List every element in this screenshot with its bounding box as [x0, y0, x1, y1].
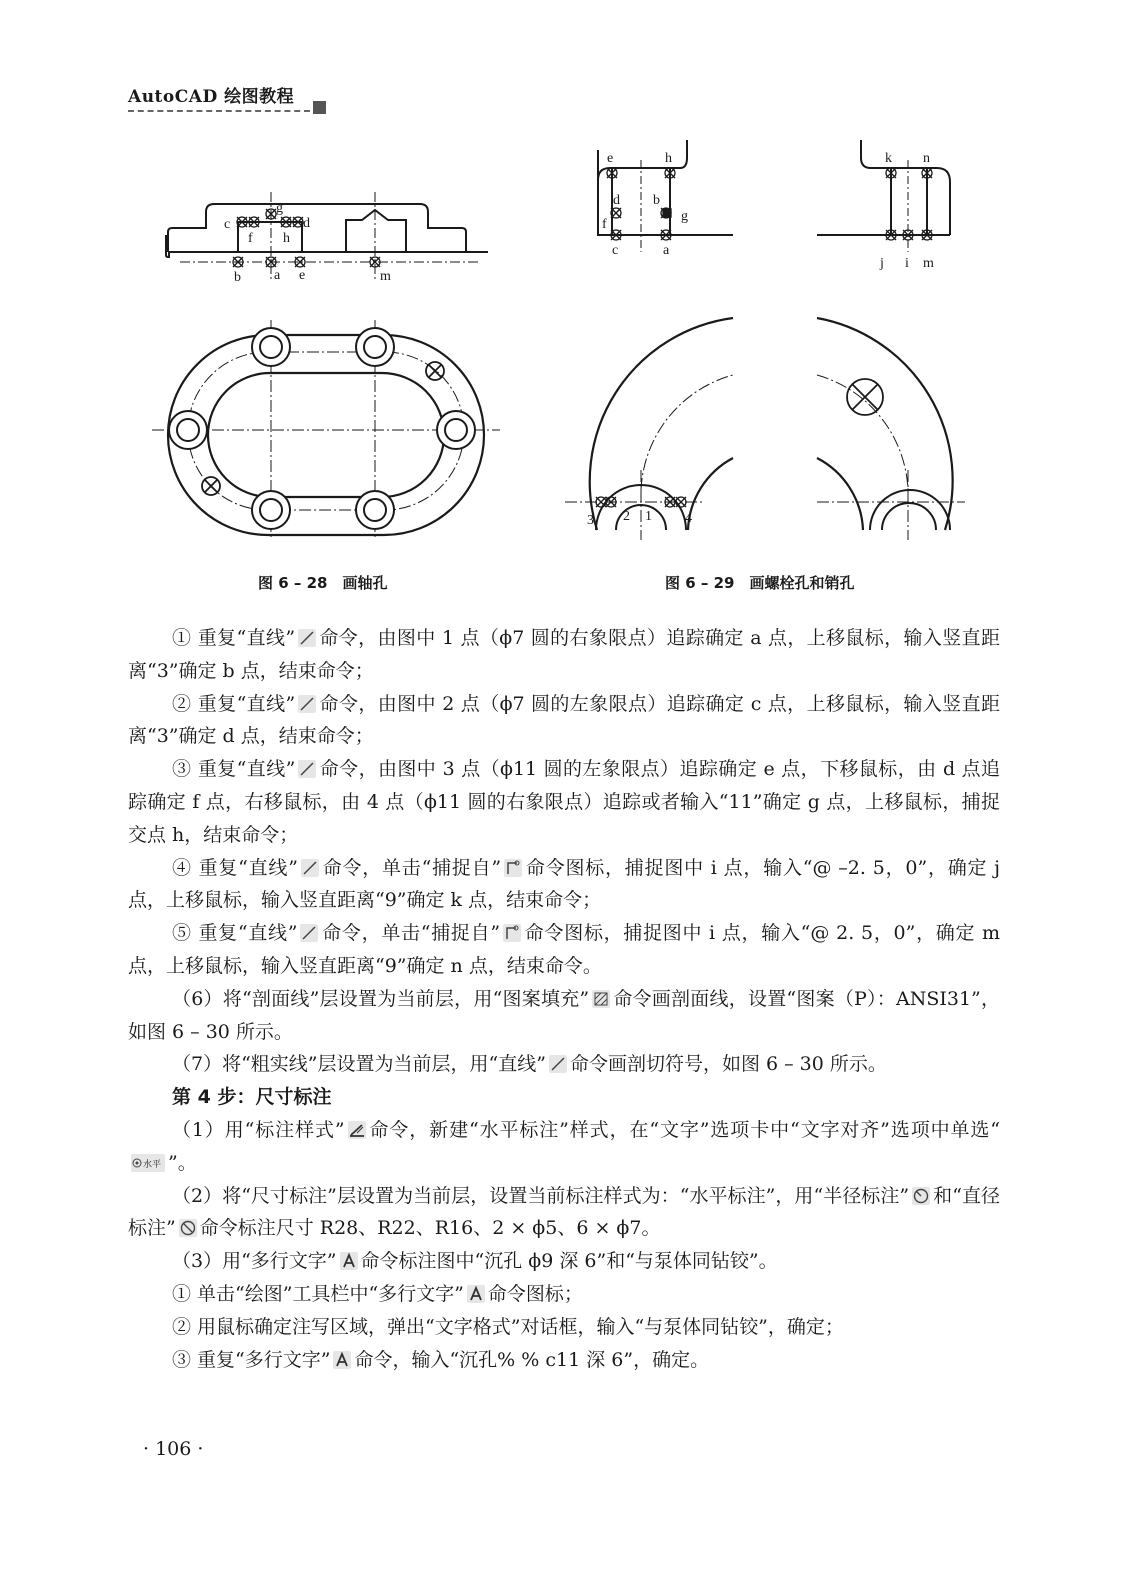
label-m2: m: [923, 256, 934, 271]
label-f: f: [248, 231, 253, 246]
line-icon: [301, 859, 319, 877]
label-g: g: [276, 201, 283, 216]
top-view: [168, 335, 484, 535]
svg-text:水平: 水平: [143, 1158, 162, 1169]
front-view: [166, 204, 488, 257]
paragraph-dim-3: （3）用“多行文字” 命令标注图中“沉孔 ϕ9 深 6”和“与泵体同钻铰”。: [172, 1250, 778, 1273]
snap-from-icon: [504, 859, 522, 877]
label-k: k: [885, 151, 892, 166]
paragraph-mtext-2: ② 用鼠标确定注写区域，弹出“文字格式”对话框，输入“与泵体同钻铰”，确定；: [172, 1315, 844, 1338]
figure-6-28-caption: 图 6 – 28 画轴孔: [258, 574, 388, 592]
bolt-holes: [169, 328, 475, 529]
label-1: 1: [645, 509, 652, 524]
label-d: d: [303, 216, 310, 231]
pin-hole-29: [847, 379, 883, 415]
header-square: [313, 101, 326, 114]
dim-style-icon: [348, 1121, 366, 1139]
label-f2: f: [602, 217, 607, 232]
header-rule: [128, 110, 310, 112]
point-labels-628: [224, 201, 391, 285]
label-h: h: [283, 231, 290, 246]
mtext-icon: [340, 1252, 358, 1270]
label-c: c: [224, 217, 231, 232]
line-icon: [549, 1055, 567, 1073]
body-text: [128, 622, 1000, 1376]
label-2: 2: [623, 509, 630, 524]
snap-from-icon: [503, 924, 521, 942]
paragraph-mtext-1: ① 单击“绘图”工具栏中“多行文字” 命令图标；: [172, 1282, 583, 1305]
label-g2: g: [681, 209, 688, 224]
paragraph-step-4: ④ 重复“直线” 命令，单击“捕捉自” 命令图标，捕捉图中 i 点，输入“@ –2. 5，0”，确定 j 点，上移鼠标，输入竖直距离“9”确定 k 点，结束命令；: [128, 856, 1000, 912]
point-labels-bottom: [587, 509, 692, 528]
label-b: b: [234, 270, 241, 285]
label-a: a: [274, 268, 281, 283]
label-c2: c: [612, 243, 619, 258]
figure-6-29-caption: 图 6 – 29 画螺栓孔和销孔: [665, 574, 855, 592]
running-header: AutoCAD 绘图教程: [128, 87, 295, 107]
paragraph-step-2: ② 重复“直线” 命令，由图中 2 点（ϕ7 圆的左象限点）追踪确定 c 点，上移鼠标，输入竖直距离“3”确定 d 点，结束命令；: [128, 692, 1001, 748]
label-4: 4: [685, 511, 692, 526]
mtext-icon: [333, 1351, 351, 1369]
paragraph-step-5: ⑤ 重复“直线” 命令，单击“捕捉自” 命令图标，捕捉图中 i 点，输入“@ 2. 5，0”，确定 m 点，上移鼠标，输入竖直距离“9”确定 n 点，结束命令。: [128, 922, 1000, 977]
detail-right: [817, 140, 950, 235]
line-icon: [298, 760, 316, 778]
label-3: 3: [587, 513, 594, 528]
label-m: m: [380, 269, 391, 284]
paragraph-7: （7）将“粗实线”层设置为当前层，用“直线” 命令画剖切符号，如图 6 – 30 所示。: [172, 1053, 887, 1076]
label-i: i: [905, 256, 909, 271]
label-b2: b: [653, 193, 660, 208]
paragraph-dim-2: （2）将“尺寸标注”层设置为当前层，设置当前标注样式为：“水平标注”，用“半径标注” 和“直径标注” 命令标注尺寸 R28、R22、R16、2 × ϕ5、6 × ϕ7。: [128, 1184, 1000, 1240]
front-centerlines: [180, 192, 480, 282]
label-h2: h: [665, 151, 672, 166]
paragraph-dim-1: （1）用“标注样式” 命令，新建“水平标注”样式，在“文字”选项卡中“文字对齐”选项中单选“ 水平 ”。: [128, 1114, 1000, 1180]
diameter-dim-icon: [179, 1219, 197, 1237]
paragraph-6: （6）将“剖面线”层设置为当前层，用“图案填充” 命令画剖面线，设置“图案（P）：ANSI31”，如图 6 – 30 所示。: [128, 987, 1000, 1043]
label-n: n: [923, 151, 930, 166]
step-4-heading: 第 4 步：尺寸标注: [172, 1086, 332, 1109]
page-number: · 106 ·: [143, 1438, 204, 1460]
label-a2: a: [663, 243, 670, 258]
line-icon: [300, 924, 318, 942]
snap-markers-right: [886, 168, 932, 240]
label-d2: d: [613, 193, 620, 208]
figure-6-28: [150, 140, 490, 540]
label-j: j: [880, 256, 884, 271]
paragraph-step-3: ③ 重复“直线” 命令，由图中 3 点（ϕ11 圆的左象限点）追踪确定 e 点，下移鼠标，由 d 点追踪确定 f 点，右移鼠标，由 4 点（ϕ11 圆的右象限点）追踪或者输入“11”确定 g 点，上移鼠标，捕捉交点 h，结束命令；: [128, 758, 1001, 846]
line-icon: [298, 695, 316, 713]
figure-6-29: [565, 140, 965, 540]
radius-dim-icon: [912, 1187, 930, 1205]
radio-horizontal-icon: [131, 1154, 165, 1172]
label-e2: e: [607, 151, 614, 166]
line-icon: [298, 629, 316, 647]
paragraph-step-1: ① 重复“直线” 命令，由图中 1 点（ϕ7 圆的右象限点）追踪确定 a 点，上移鼠标，输入竖直距离“3”确定 b 点，结束命令；: [128, 627, 1001, 682]
label-e: e: [299, 268, 306, 283]
hatch-icon: [592, 990, 610, 1008]
paragraph-mtext-3: ③ 重复“多行文字” 命令，输入“沉孔% % c11 深 6”，确定。: [172, 1348, 710, 1371]
flange-arcs: [590, 318, 953, 530]
mtext-icon: [467, 1285, 485, 1303]
